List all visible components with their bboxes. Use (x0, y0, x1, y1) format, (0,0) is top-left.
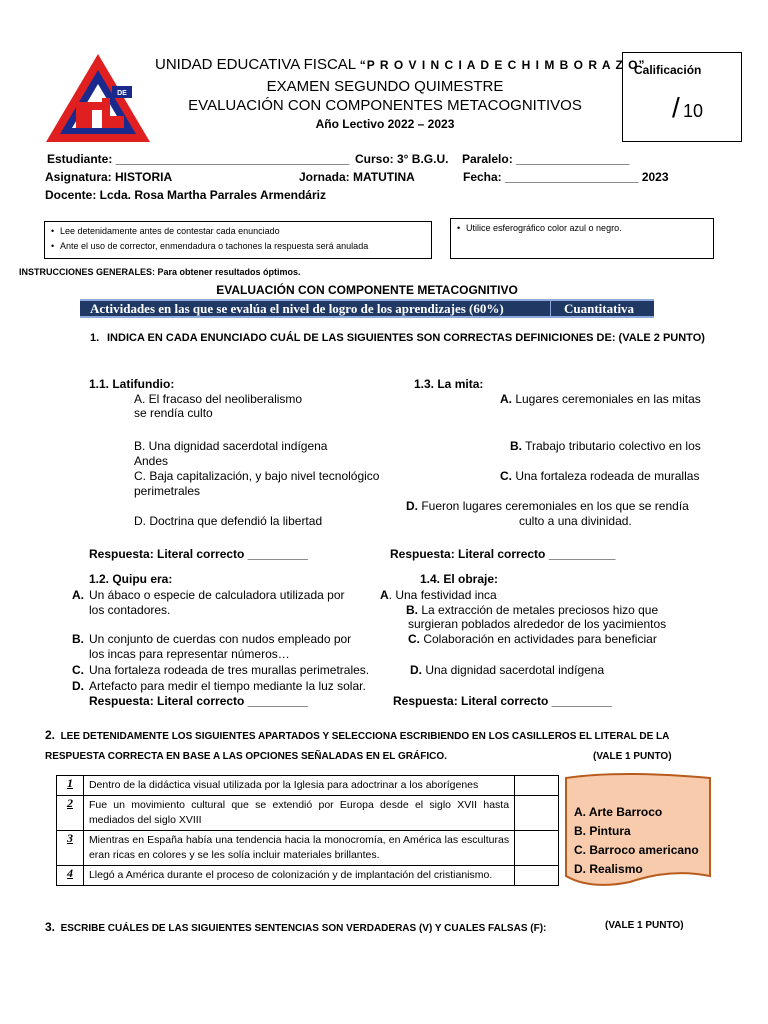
row-text: Llegó a América durante el proceso de colonización y de implantación del cristianismo. (83, 866, 514, 886)
note-item: • Utilice esferográfico color azul o negro. (457, 223, 622, 233)
s11-option-c: C. Baja capitalización, y bajo nivel tecnológico (134, 469, 380, 483)
options-list (574, 803, 699, 879)
option-item: A. Arte Barroco (574, 805, 663, 819)
s13-option-a: A. Lugares ceremoniales en las mitas (500, 392, 701, 406)
s12-option-c: C. (72, 663, 84, 677)
answer-cell[interactable] (515, 796, 559, 831)
banner-left-text: Actividades en las que se evalúa el nivel de logro de los aprendizajes (60%) (90, 301, 504, 316)
grade-slash: / (672, 92, 680, 123)
s13-title: 1.3. La mita: (414, 377, 484, 391)
s12-option-b-cont: los incas para representar números… (89, 647, 290, 661)
s12-option-a-cont: los contadores. (89, 603, 171, 617)
answer-prompt-13[interactable]: Respuesta: Literal correcto __________ (390, 547, 616, 561)
notes-right (450, 218, 714, 259)
option-item: B. Pintura (574, 824, 631, 838)
row-text: Mientras en España había una tendencia hacia la monocromía, en América las esculturas eran ricas en colores y se les solía incluir materiales brillantes. (83, 831, 514, 866)
row-number: 2 (57, 796, 84, 831)
s14-option-b-cont: surgieran poblados alrededor de los yacimientos (408, 617, 667, 631)
s12-option-b: B. (72, 632, 84, 646)
s14-option-b: B. La extracción de metales preciosos hizo que (406, 603, 659, 617)
grade-label: Calificación (634, 63, 702, 77)
s14-option-a: A. Una festividad inca (380, 588, 497, 602)
question-1 (90, 331, 712, 345)
notes-left (44, 221, 432, 259)
student-field[interactable]: Estudiante: ___________________________________ (47, 152, 350, 166)
s13-option-c: C. Una fortaleza rodeada de murallas (500, 469, 700, 483)
school-name: “P R O V I N C I A D E C H I M B O R A Z O” (359, 58, 646, 72)
s11-option-d: D. Doctrina que defendió la libertad (134, 514, 323, 528)
question-2 (45, 725, 672, 767)
s12-option-d-text: Artefacto para medir el tiempo mediante la luz solar. (89, 679, 366, 693)
answer-cell[interactable] (515, 866, 559, 886)
question-1-text: INDICA EN CADA ENUNCIADO CUÁL DE LAS SIGUIENTES SON CORRECTAS DEFINICIONES DE: (VALE 2 PUNTO) (107, 332, 705, 344)
banner-right-text: Cuantitativa (564, 301, 635, 316)
row-text: Dentro de la didáctica visual utilizada por la Iglesia para adoctrinar a los aborígenes (83, 776, 514, 796)
note-item: • Lee detenidamente antes de contestar cada enunciado (51, 226, 280, 236)
shift-field: Jornada: MATUTINA (299, 170, 415, 184)
subject-field: Asignatura: HISTORIA (45, 170, 173, 184)
question-3-points: (VALE 1 PUNTO) (605, 920, 684, 931)
question-3 (45, 920, 684, 934)
s12-option-d: D. (72, 679, 84, 693)
s12-title: 1.2. Quipu era: (89, 572, 173, 586)
table-row (57, 866, 559, 886)
table-row (57, 776, 559, 796)
s11-title: 1.1. Latifundio: (89, 377, 175, 391)
school-title (155, 56, 646, 73)
answer-prompt-11[interactable]: Respuesta: Literal correcto _________ (89, 547, 308, 561)
answer-prompt-12[interactable]: Respuesta: Literal correcto _________ (89, 694, 308, 708)
banner-divider (550, 301, 551, 316)
activities-banner (80, 299, 654, 318)
row-number: 4 (57, 866, 84, 886)
s12-option-b-text: Un conjunto de cuerdas con nudos empleado por (89, 632, 352, 646)
s11-option-b-cont: Andes (134, 454, 169, 468)
general-instructions: INSTRUCCIONES GENERALES: Para obtener resultados óptimos. (19, 267, 301, 277)
exam-title: EXAMEN SEGUNDO QUIMESTRE (266, 78, 504, 95)
s12-option-c-text: Una fortaleza rodeada de tres murallas perimetrales. (89, 663, 370, 677)
grade-denominator: 10 (683, 101, 704, 121)
s13-option-d: D. Fueron lugares ceremoniales en los que se rendía (406, 499, 689, 513)
s13-option-d-cont: culto a una divinidad. (519, 514, 632, 528)
answer-cell[interactable] (515, 831, 559, 866)
parallel-field[interactable]: Paralelo: _________________ (462, 152, 630, 166)
question-2-line-1: 2. LEE DETENIDAMENTE LOS SIGUIENTES APARTADOS Y SELECCIONA ESCRIBIENDO EN LOS CASILLEROS EL LITERAL DE LA (45, 728, 670, 742)
question-2-line-2: RESPUESTA CORRECTA EN BASE A LAS OPCIONES SEÑALADAS EN EL GRÁFICO. (VALE 1 PUNTO) (45, 747, 669, 767)
option-item: C. Barroco americano (574, 843, 699, 857)
row-text: Fue un movimiento cultural que se extendió por Europa desde el siglo XVII hasta mediados del siglo XVIII (83, 796, 514, 831)
s11-option-a-cont: se rendía culto (134, 406, 213, 420)
matching-table (56, 775, 559, 886)
question-3-number: 3. (45, 920, 56, 934)
answer-prompt-14[interactable]: Respuesta: Literal correcto _________ (393, 694, 612, 708)
school-year: Año Lectivo 2022 – 2023 (315, 117, 455, 131)
school-logo (42, 50, 154, 146)
s14-title: 1.4. El obraje: (420, 572, 499, 586)
section-title: EVALUACIÓN CON COMPONENTE METACOGNITIVO (216, 283, 518, 297)
note-item: • Ante el uso de corrector, enmendadura o tachones la respuesta será anulada (51, 241, 369, 251)
evaluation-title: EVALUACIÓN CON COMPONENTES METACOGNITIVOS (188, 97, 582, 114)
answer-cell[interactable] (515, 776, 559, 796)
logo-text: DE (117, 90, 127, 97)
teacher-field: Docente: Lcda. Rosa Martha Parrales Armendáriz (45, 188, 326, 202)
s14-option-d: D. Una dignidad sacerdotal indígena (410, 663, 605, 677)
s13-option-b: B. Trabajo tributario colectivo en los (510, 439, 701, 453)
table-row (57, 796, 559, 831)
course-field: Curso: 3° B.G.U. (355, 152, 449, 166)
question-3-text: ESCRIBE CUÁLES DE LAS SIGUIENTES SENTENCIAS SON VERDADERAS (V) Y CUALES FALSAS (F): (60, 923, 547, 934)
school-prefix: UNIDAD EDUCATIVA FISCAL (155, 56, 360, 73)
s11-option-b: B. Una dignidad sacerdotal indígena (134, 439, 328, 453)
date-field[interactable]: Fecha: ____________________ 2023 (463, 170, 669, 184)
question-2-points: (VALE 1 PUNTO) (593, 751, 672, 762)
row-number: 1 (57, 776, 84, 796)
s14-option-c: C. Colaboración en actividades para beneficiar (408, 632, 657, 646)
question-1-number: 1. (90, 332, 100, 344)
table-row (57, 831, 559, 866)
s12-option-a-text: Un ábaco o especie de calculadora utilizada por (89, 588, 345, 602)
s11-option-c-cont: perimetrales (134, 484, 201, 498)
row-number: 3 (57, 831, 84, 866)
option-item: D. Realismo (574, 862, 643, 876)
s11-option-a: A. El fracaso del neoliberalismo (134, 392, 303, 406)
s12-option-a: A. (72, 588, 84, 602)
